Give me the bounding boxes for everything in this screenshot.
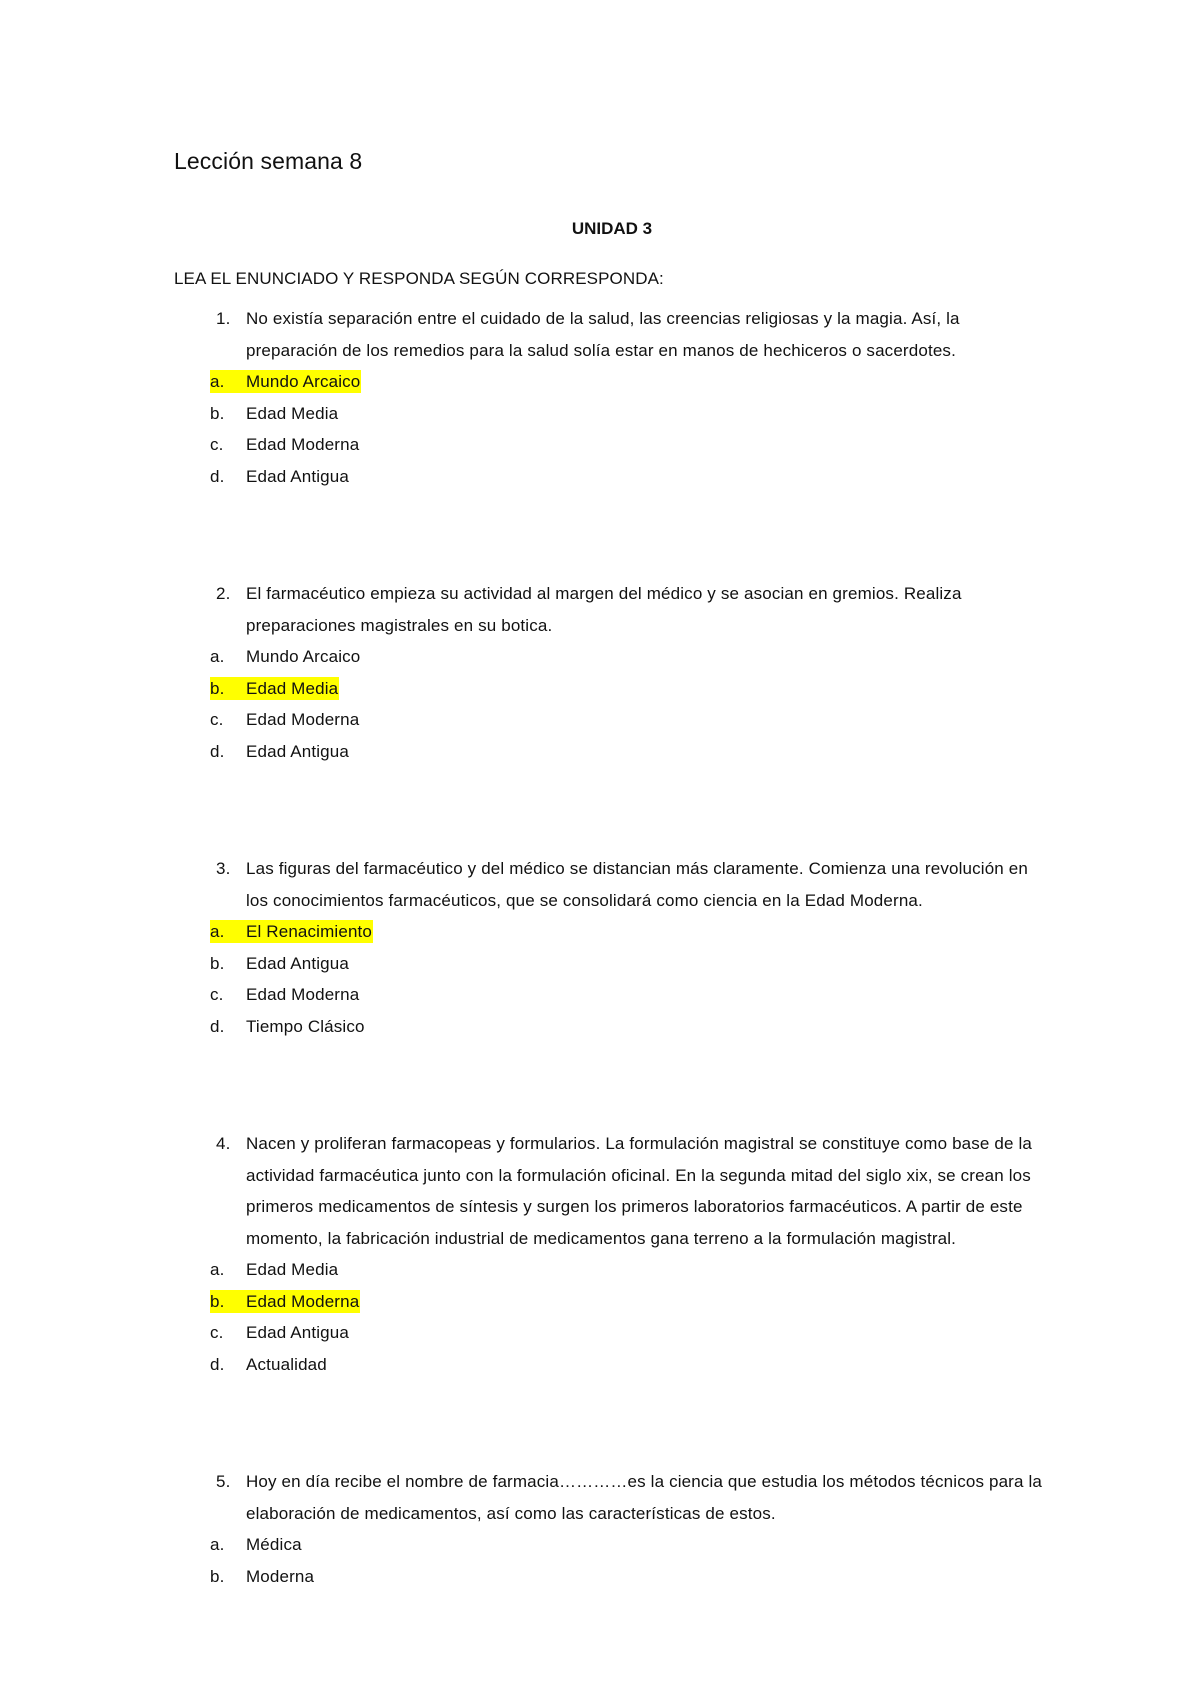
answer-option-highlight [210,1349,327,1381]
question-item-4 [174,1128,1050,1380]
instruction-text: LEA EL ENUNCIADO Y RESPONDA SEGÚN CORRESPONDA: [174,269,664,288]
question-number: 1. [216,309,231,328]
option-label: Edad Antigua [246,1323,349,1342]
answer-option [210,641,1050,673]
option-list [210,641,1050,767]
option-letter: b. [210,1566,225,1586]
option-label: Edad Moderna [246,1291,360,1311]
answer-option [210,429,1050,461]
option-letter: d. [210,1354,225,1374]
option-letter: d. [210,466,225,486]
answer-option-highlight [210,704,359,736]
option-letter: a. [210,922,225,941]
question-item-2 [174,578,1050,767]
answer-option [210,366,1050,398]
option-letter: c. [210,1323,224,1342]
answer-option-highlight [210,1011,365,1043]
option-label: Mundo Arcaico [246,647,361,666]
question-number: 4. [216,1134,231,1153]
question-item-1 [174,303,1050,492]
option-label: Médica [246,1535,302,1554]
option-label: Edad Moderna [246,985,360,1004]
answer-option-highlight [210,461,349,493]
option-label: Edad Antigua [246,741,349,761]
answer-option-highlight [210,948,349,980]
option-label: Edad Media [246,1260,339,1279]
answer-option [210,704,1050,736]
option-list [210,1254,1050,1380]
question-item-3 [174,853,1050,1042]
question-number: 5. [216,1472,231,1491]
question-text: No existía separación entre el cuidado de la salud, las creencias religiosas y la magia. Así, la preparación de los remedios para la salud solía estar en manos de hechiceros o sacerdotes. [246,309,960,360]
answer-option [210,1561,1050,1593]
option-label: Edad Moderna [246,435,360,454]
option-letter: b. [210,678,225,698]
question-number: 3. [216,859,231,878]
option-list [210,1529,1050,1592]
option-letter: a. [210,1535,225,1554]
answer-option-highlight [210,641,360,673]
option-letter: c. [210,710,224,729]
question-item-5 [174,1466,1050,1592]
answer-option [210,736,1050,768]
option-label: El Renacimiento [246,922,373,941]
option-letter: b. [210,953,225,973]
option-letter: a. [210,647,225,666]
option-letter: c. [210,435,224,454]
answer-option [210,979,1050,1011]
answer-option [210,1011,1050,1043]
answer-option [210,1254,1050,1286]
answer-option [210,461,1050,493]
question-text: El farmacéutico empieza su actividad al margen del médico y se asocian en gremios. Realiza preparaciones magistrales en su botica. [246,584,962,635]
answer-option [210,916,1050,948]
option-letter: d. [210,741,225,761]
answer-option-highlight [210,1254,338,1286]
answer-option [210,1529,1050,1561]
answer-option-highlight [210,370,361,393]
option-letter: d. [210,1016,225,1036]
option-list [210,916,1050,1042]
answer-option [210,1349,1050,1381]
answer-option [210,1317,1050,1349]
option-letter: a. [210,1260,225,1279]
option-letter: a. [210,372,225,391]
question-text: Las figuras del farmacéutico y del médico se distancian más claramente. Comienza una revolución en los conocimientos farmacéuticos, que se consolidará como ciencia en la Edad Moderna. [246,859,1028,910]
option-label: Tiempo Clásico [246,1016,365,1036]
question-list [174,303,1050,1592]
answer-option-highlight [210,1317,349,1349]
option-label: Edad Antigua [246,953,349,973]
answer-option-highlight [210,1561,314,1593]
answer-option-highlight [210,1529,302,1561]
option-label: Mundo Arcaico [246,372,361,391]
option-list [210,366,1050,492]
question-text: Nacen y proliferan farmacopeas y formularios. La formulación magistral se constituye como base de la actividad farmacéutica junto con la formulación oficinal. En la segunda mitad del siglo xix, se crean los primeros medicamentos de síntesis y surgen los primeros laboratorios farmacéuticos. A partir de este momento, la fabricación industrial de medicamentos gana terreno a la formulación magistral. [246,1134,1033,1248]
answer-option-highlight [210,398,338,430]
answer-option-highlight [210,736,349,768]
option-label: Actualidad [246,1354,327,1374]
answer-option-highlight [210,920,373,943]
answer-option-highlight [210,429,359,461]
option-label: Edad Antigua [246,466,349,486]
option-letter: b. [210,1291,225,1311]
option-label: Edad Media [246,678,339,698]
question-number: 2. [216,584,231,603]
option-letter: b. [210,403,225,423]
option-label: Moderna [246,1566,315,1586]
answer-option-highlight [210,1290,360,1313]
answer-option [210,398,1050,430]
answer-option [210,1286,1050,1318]
answer-option-highlight [210,979,359,1011]
option-letter: c. [210,985,224,1004]
document-title: Lección semana 8 [174,148,363,174]
answer-option [210,673,1050,705]
answer-option-highlight [210,677,339,700]
option-label: Edad Media [246,403,339,423]
question-text: Hoy en día recibe el nombre de farmacia…………es la ciencia que estudia los métodos técnicos para la elaboración de medicamentos, así como las características de estos. [246,1472,1043,1523]
answer-option [210,948,1050,980]
unit-heading: UNIDAD 3 [571,219,653,238]
option-label: Edad Moderna [246,710,360,729]
